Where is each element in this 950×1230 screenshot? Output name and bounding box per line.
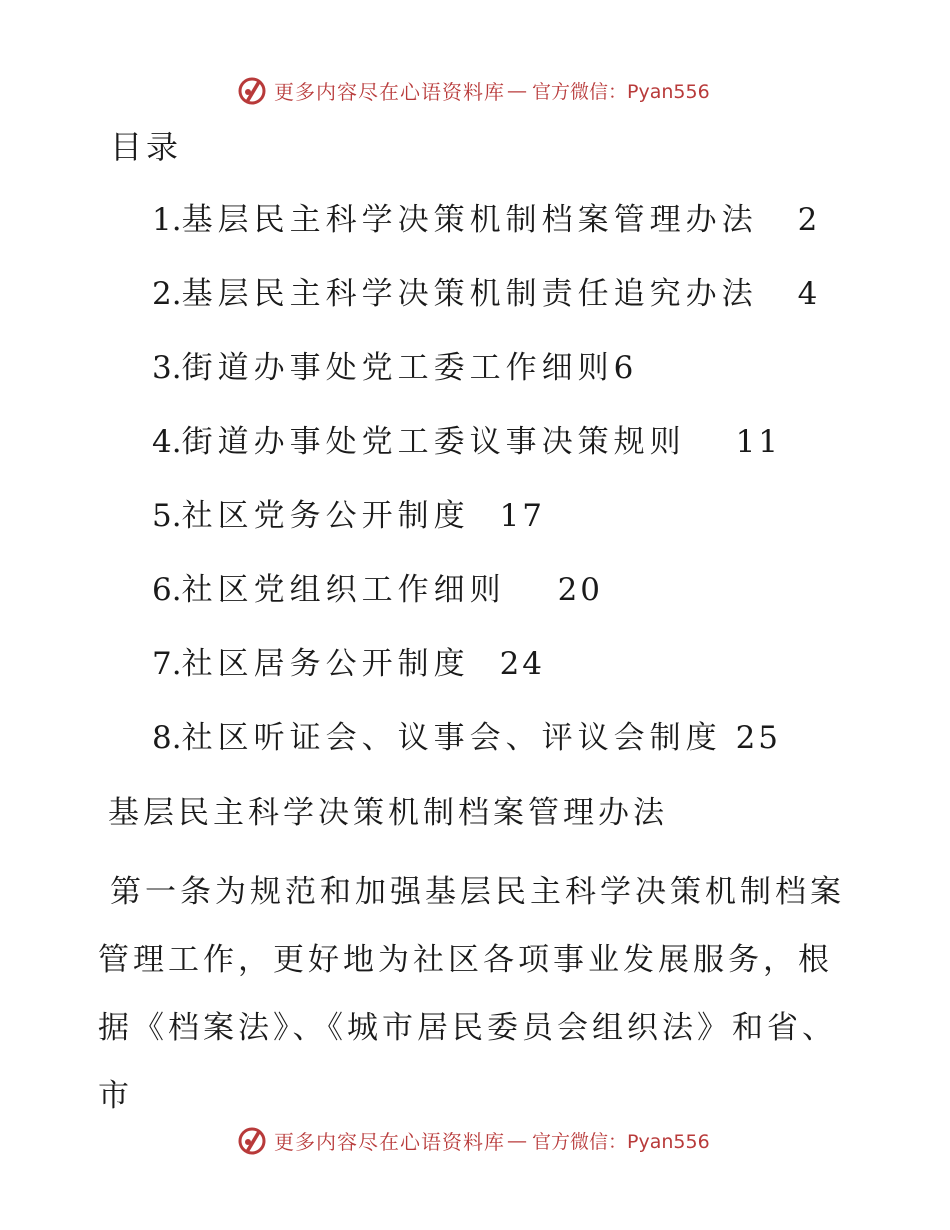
toc-item <box>152 632 872 706</box>
toc-item-text: 街道办事处党工委议事决策规则 <box>181 424 686 460</box>
toc-item-number: 2. <box>152 276 182 312</box>
toc-item-number: 1. <box>152 202 182 238</box>
toc-item-page: 25 <box>735 720 782 756</box>
toc-item <box>152 188 872 262</box>
toc-item-page: 6 <box>613 350 637 386</box>
toc-item-number: 5. <box>152 498 182 534</box>
toc-item-text: 街道办事处党工委工作细则 <box>181 350 614 386</box>
toc-item-number: 4. <box>152 424 182 460</box>
toc-item <box>152 410 872 484</box>
pen-logo-icon <box>236 1124 268 1156</box>
toc-item <box>152 262 872 336</box>
toc-item-page: 20 <box>557 572 604 608</box>
banner-text: 更多内容尽在心语资料库 <box>274 79 505 104</box>
toc-item-page: 17 <box>499 498 546 534</box>
toc-item-text: 社区党务公开制度 <box>181 498 470 534</box>
toc-item <box>152 706 872 780</box>
toc-item-number: 3. <box>152 350 182 386</box>
toc-item-text: 基层民主科学决策机制档案管理办法 <box>181 202 758 238</box>
toc-item-number: 8. <box>152 720 182 756</box>
toc-item <box>152 484 872 558</box>
toc-item-number: 7. <box>152 646 182 682</box>
toc-list <box>152 188 872 780</box>
pen-logo-icon <box>236 74 268 106</box>
banner-wechat: 官方微信：Pyan556 <box>532 1130 710 1153</box>
toc-item-page: 2 <box>797 202 821 238</box>
toc-item-text: 基层民主科学决策机制责任追究办法 <box>181 276 758 312</box>
toc-item-text: 社区居务公开制度 <box>181 646 470 682</box>
banner-text: 更多内容尽在心语资料库 <box>274 1129 505 1154</box>
section-title: 基层民主科学决策机制档案管理办法 <box>108 795 668 831</box>
section-paragraph: 第一条为规范和加强基层民主科学决策机制档案管理工作，更好地为社区各项事业发展服务，根据《档案法》、《城市居民委员会组织法》和省、市 <box>98 874 845 1114</box>
banner-separator: — <box>507 78 528 102</box>
banner-wechat: 官方微信：Pyan556 <box>532 80 710 103</box>
banner-separator: — <box>507 1128 528 1152</box>
toc-item-page: 4 <box>797 276 821 312</box>
toc-item <box>152 336 872 410</box>
toc-item-text: 社区听证会、议事会、评议会制度 <box>181 720 722 756</box>
toc-item-page: 11 <box>735 424 782 460</box>
header-watermark-banner <box>236 72 710 108</box>
toc-item-page: 24 <box>499 646 546 682</box>
toc-item <box>152 558 872 632</box>
footer-watermark-banner <box>236 1122 710 1158</box>
toc-title: 目录 <box>110 128 183 166</box>
toc-item-number: 6. <box>152 572 182 608</box>
toc-item-text: 社区党组织工作细则 <box>181 572 506 608</box>
